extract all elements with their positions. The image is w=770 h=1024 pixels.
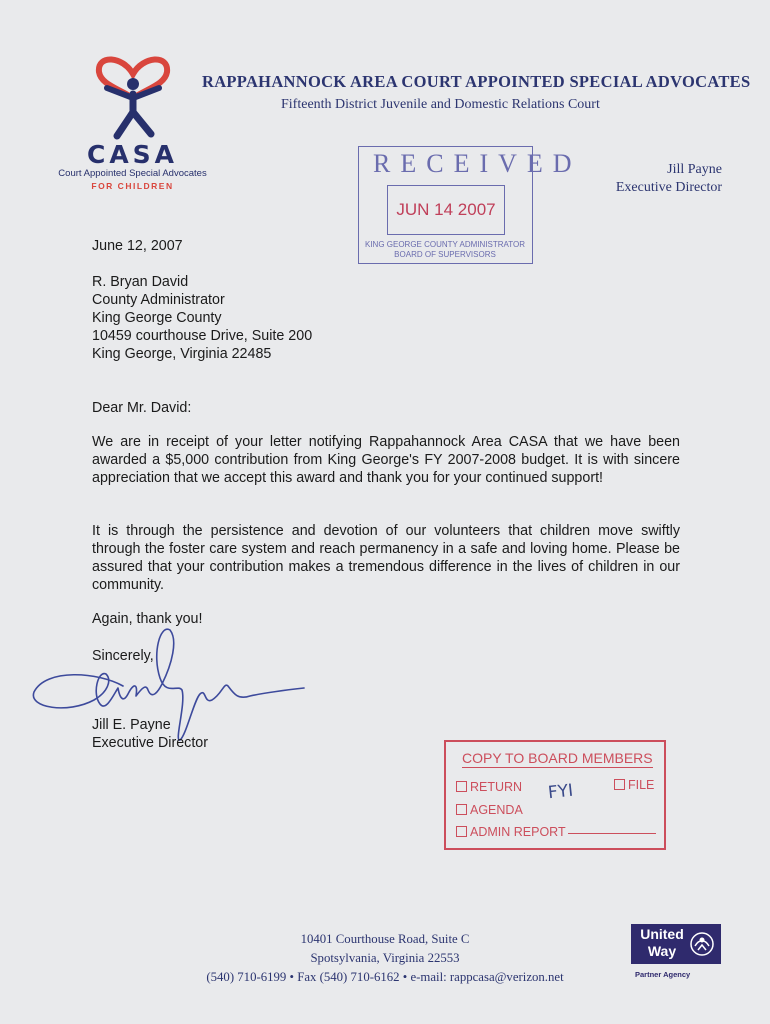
footer-address (180, 930, 590, 987)
recipient-line: County Administrator (92, 292, 225, 308)
copy-stamp-return: RETURN (456, 780, 522, 794)
checkbox-icon (456, 804, 467, 815)
checkbox-icon (614, 779, 625, 790)
casa-logo-subtitle: Court Appointed Special Advocates (58, 168, 207, 179)
copy-stamp-file: FILE (614, 778, 654, 792)
received-stamp-line2: BOARD OF SUPERVISORS (394, 250, 496, 259)
copy-stamp-agenda: AGENDA (456, 803, 523, 817)
court-name: Fifteenth District Juvenile and Domestic Relations Court (281, 97, 600, 112)
handwritten-fyi: FYI (547, 780, 575, 804)
recipient-line: King George County (92, 310, 222, 326)
letterhead-director (616, 161, 722, 197)
signer-title: Executive Director (92, 735, 209, 751)
body-paragraph-2: It is through the persistence and devotion of our volunteers that children move swiftly through the foster care system and reach permanency in a safe and loving home. Please be assured that your contribution makes a tremendous difference in the lives of children in our community. (92, 523, 680, 593)
copy-to-board-stamp (444, 740, 666, 850)
united-way-word-1: United (640, 926, 684, 942)
organization-name: RAPPAHANNOCK AREA COURT APPOINTED SPECIAL ADVOCATES (202, 72, 751, 91)
footer-line-3: (540) 710-6199 • Fax (540) 710-6162 • e-mail: rappcasa@verizon.net (206, 970, 564, 984)
footer-line-1: 10401 Courthouse Road, Suite C (300, 932, 470, 946)
united-way-logo (631, 924, 721, 979)
closing-sincerely: Sincerely, (92, 648, 154, 664)
casa-logo (45, 48, 220, 192)
letter-date: June 12, 2007 (92, 238, 183, 254)
body-paragraph-1: We are in receipt of your letter notifying Rappahannock Area CASA that we have been awarded a $5,000 contribution from King George's FY 2007-2008 budget. It is with sincere appreciation that we accept this award and thank you for your continued support! (92, 434, 680, 486)
received-stamp-word: RECEIVED (373, 149, 582, 178)
recipient-line: R. Bryan David (92, 274, 189, 290)
copy-stamp-title: COPY TO BOARD MEMBERS (462, 750, 653, 766)
recipient-line: King George, Virginia 22485 (92, 346, 272, 362)
handwritten-signature (28, 624, 318, 749)
partner-agency-label: Partner Agency (635, 970, 691, 979)
director-name: Jill Payne (667, 162, 722, 177)
footer-line-2: Spotsylvania, Virginia 22553 (310, 951, 460, 965)
casa-logo-word: CASA (86, 140, 179, 169)
casa-heart-figure-icon (93, 48, 173, 140)
salutation: Dear Mr. David: (92, 400, 192, 416)
received-stamp-date: JUN 14 2007 (387, 185, 505, 235)
received-stamp (358, 146, 582, 264)
united-way-hand-icon (689, 931, 715, 957)
signer-name: Jill E. Payne (92, 717, 171, 733)
casa-logo-tagline: FOR CHILDREN (91, 181, 174, 191)
closing-thanks: Again, thank you! (92, 611, 203, 627)
signature-line (568, 833, 656, 834)
checkbox-icon (456, 781, 467, 792)
copy-stamp-admin-report: ADMIN REPORT (456, 825, 656, 839)
director-title: Executive Director (615, 180, 722, 195)
checkbox-icon (456, 826, 467, 837)
recipient-line: 10459 courthouse Drive, Suite 200 (92, 328, 313, 344)
received-stamp-line1: KING GEORGE COUNTY ADMINISTRATOR (364, 240, 526, 249)
united-way-word-2: Way (647, 943, 677, 959)
